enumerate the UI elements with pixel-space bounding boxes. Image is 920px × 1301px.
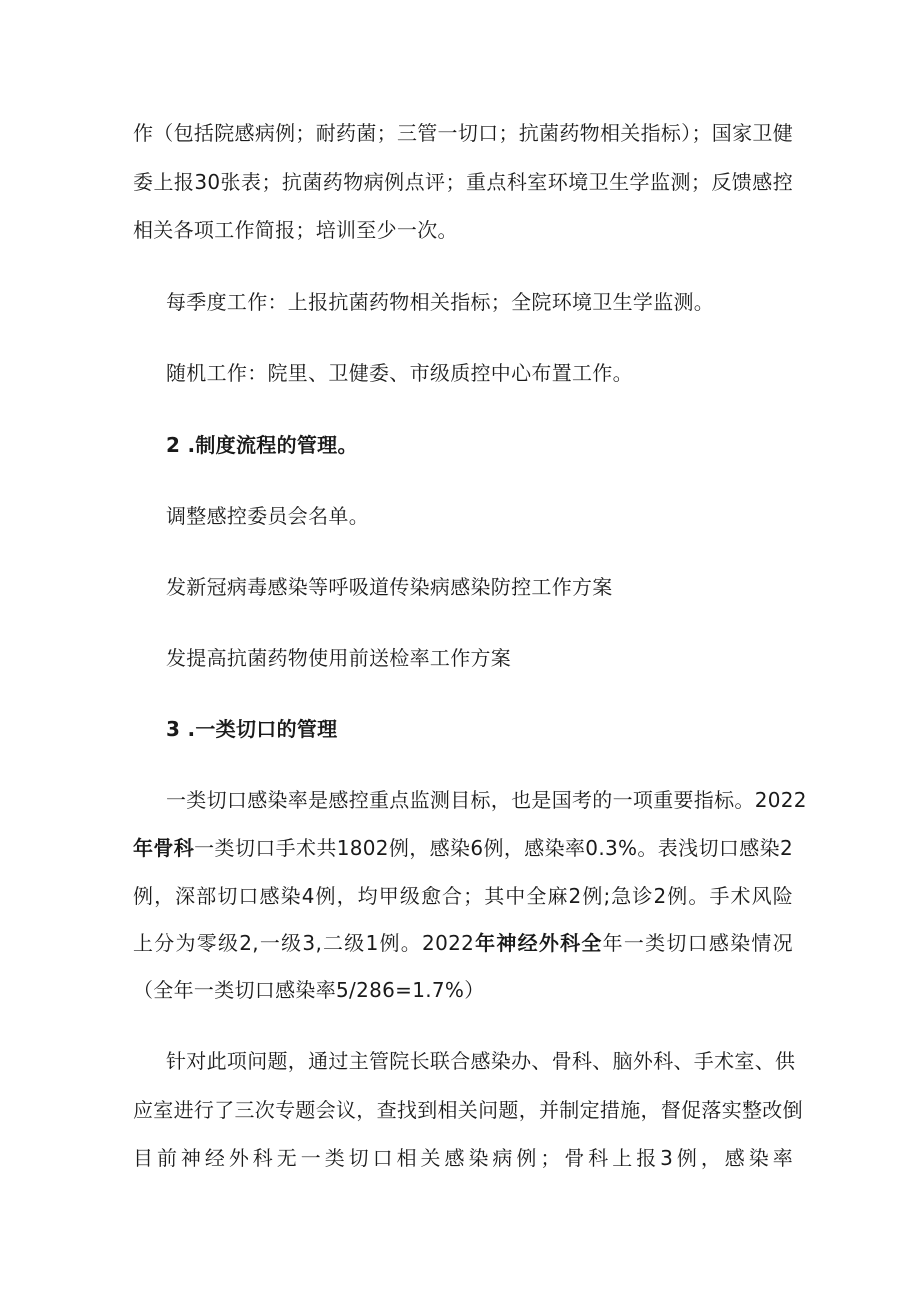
- paragraph-measures-line-2: 应室进行了三次专题会议，查找到相关问题，并制定措施，督促落实整改倒: [133, 1098, 803, 1122]
- paragraph-antibiotic-plan: 发提高抗菌药物使用前送检率工作方案: [166, 646, 512, 670]
- paragraph-measures-line-1: 针对此项问题，通过主管院长联合感染办、骨科、脑外科、手术室、供: [166, 1049, 796, 1073]
- orthopedics-year-label: 年骨科: [133, 836, 195, 860]
- paragraph-covid-plan: 发新冠病毒感染等呼吸道传染病感染防控工作方案: [166, 575, 613, 599]
- paragraph-measures-line-3: 目前神经外科无一类切口相关感染病例；骨科上报3例，感染率: [133, 1146, 793, 1170]
- paragraph-1-line-3: 相关各项工作简报；培训至少一次。: [133, 218, 458, 242]
- paragraph-incision-line-4: [133, 929, 793, 957]
- paragraph-incision-line-5: （全年一类切口感染率5/286=1.7%）: [133, 978, 485, 1002]
- neurosurgery-summary-text: 年一类切口感染情况: [602, 931, 793, 955]
- paragraph-1-line-2: 委上报30张表；抗菌药物病例点评；重点科室环境卫生学监测；反馈感控: [133, 170, 793, 194]
- paragraph-random-work: 随机工作：院里、卫健委、市级质控中心布置工作。: [166, 361, 633, 385]
- paragraph-adjust-committee: 调整感控委员会名单。: [166, 504, 369, 528]
- paragraph-incision-line-3: 例，深部切口感染4例，均甲级愈合；其中全麻2例;急诊2例。手术风险: [133, 884, 793, 908]
- section-heading-2: 2 .制度流程的管理。: [166, 433, 358, 457]
- paragraph-1-line-1: 作（包括院感病例；耐药菌；三管一切口；抗菌药物相关指标）；国家卫健: [133, 121, 793, 145]
- orthopedics-stats-text: 一类切口手术共1802例，感染6例，感染率0.3%。表浅切口感染2: [194, 836, 794, 860]
- paragraph-incision-line-1: 一类切口感染率是感控重点监测目标，也是国考的一项重要指标。2022: [166, 788, 807, 812]
- neurosurgery-year-label: 年神经外科全: [474, 931, 603, 955]
- paragraph-quarterly-work: 每季度工作：上报抗菌药物相关指标；全院环境卫生学监测。: [166, 290, 715, 314]
- paragraph-incision-line-2: [133, 834, 793, 862]
- section-heading-3: 3 .一类切口的管理: [166, 717, 338, 741]
- risk-level-text: 上分为零级2,一级3,二级1例。2022: [133, 931, 475, 955]
